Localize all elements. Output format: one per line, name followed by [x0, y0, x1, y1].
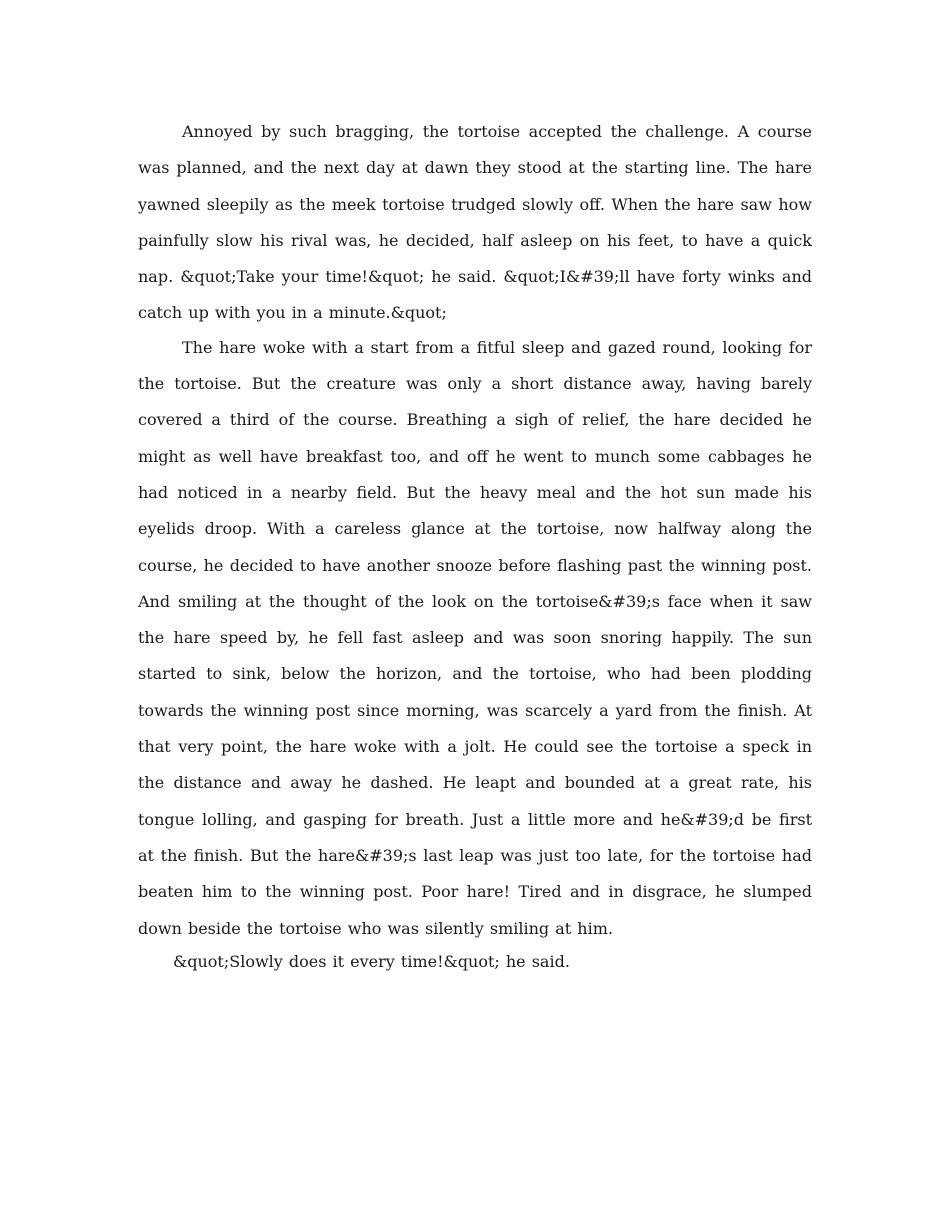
document-body: [138, 114, 812, 980]
paragraph-3: &quot;Slowly does it every time!&quot; he said.: [173, 951, 570, 971]
paragraph-1: Annoyed by such bragging, the tortoise accepted the challenge. A course was planned, and the next day at dawn they stood at the starting line. The hare yawned sleepily as the meek tortoise trudged slowly off. When the hare saw how painfully slow his rival was, he decided, half asleep on his feet, to have a quick nap. &quot;Take your time!&quot; he said. &quot;I&#39;ll have forty winks and catch up with you in a minute.&quot;: [138, 122, 812, 323]
paragraph-2: The hare woke with a start from a fitful sleep and gazed round, looking for the tortoise. But the creature was only a short distance away, having barely covered a third of the course. Breathing a sigh of relief, the hare decided he might as well have breakfast too, and off he went to munch some cabbages he had noticed in a nearby field. But the heavy meal and the hot sun made his eyelids droop. With a careless glance at the tortoise, now halfway along the course, he decided to have another snooze before flashing past the winning post. And smiling at the thought of the look on the tortoise&#39;s face when it saw the hare speed by, he fell fast asleep and was soon snoring happily. The sun started to sink, below the horizon, and the tortoise, who had been plodding towards the winning post since morning, was scarcely a yard from the finish. At that very point, the hare woke with a jolt. He could see the tortoise a speck in the distance and away he dashed. He leapt and bounded at a great rate, his tongue lolling, and gasping for breath. Just a little more and he&#39;d be first at the finish. But the hare&#39;s last leap was just too late, for the tortoise had beaten him to the winning post. Poor hare! Tired and in disgrace, he slumped down beside the tortoise who was silently smiling at him.: [138, 337, 812, 938]
